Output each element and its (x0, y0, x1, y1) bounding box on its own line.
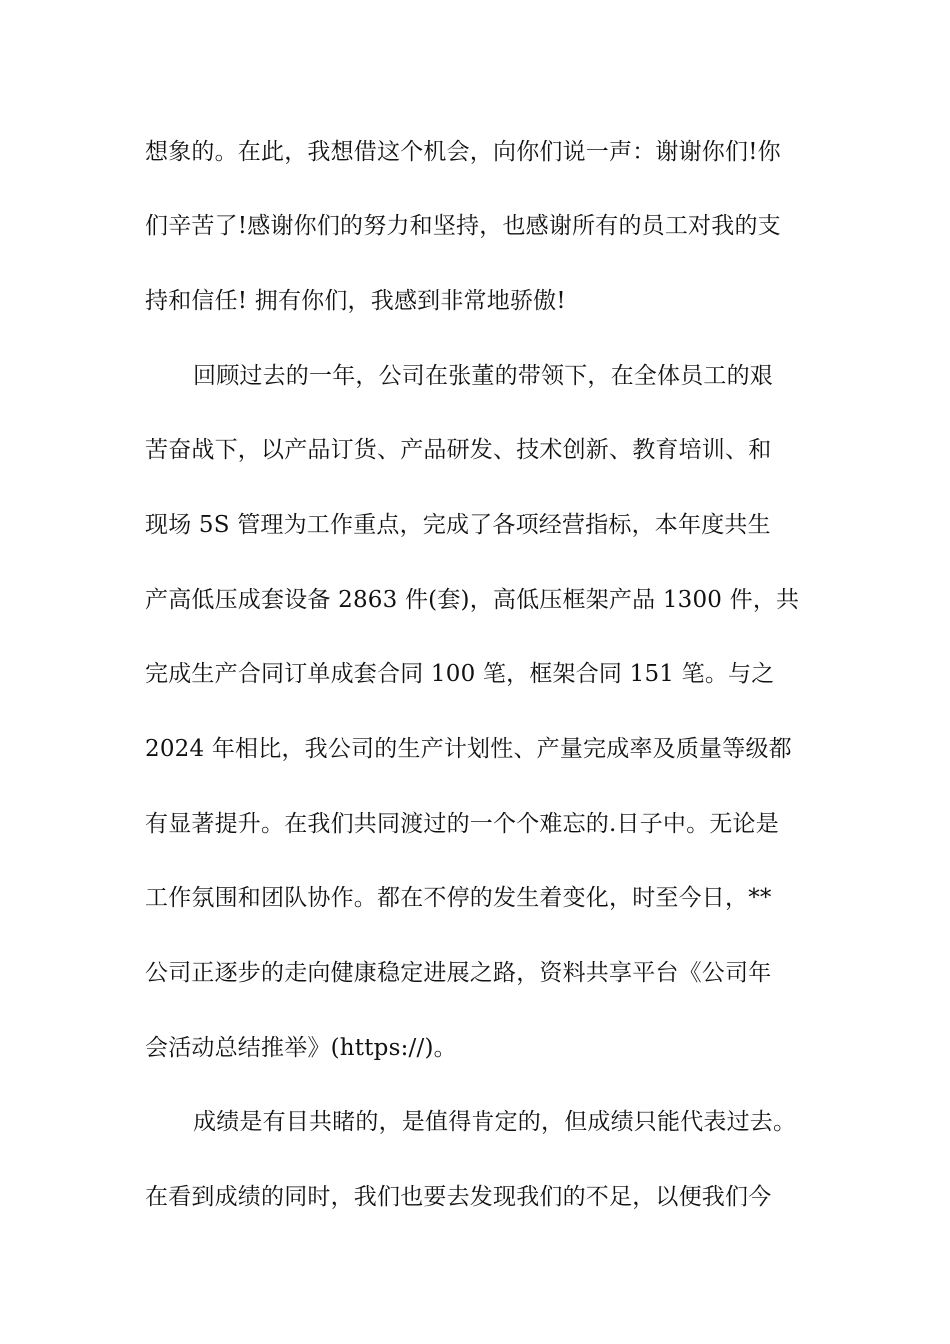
paragraph-first-line: 成绩是有目共睹的，是值得肯定的，但成绩只能代表过去。 (193, 1109, 797, 1135)
text-line: 完成生产合同订单成套合同 100 笔，框架合同 151 笔。与之 (145, 661, 775, 687)
text-line: 持和信任! 拥有你们，我感到非常地骄傲! (145, 288, 566, 314)
text-line: 产高低压成套设备 2863 件(套)，高低压框架产品 1300 件，共 (145, 587, 800, 613)
text-line: 们辛苦了!感谢你们的努力和坚持，也感谢所有的员工对我的支 (145, 213, 781, 239)
text-line: 工作氛围和团队协作。都在不停的发生着变化，时至今日，** (145, 885, 772, 911)
text-line: 苦奋战下，以产品订货、产品研发、技术创新、教育培训、和 (145, 437, 772, 463)
paragraph-first-line: 回顾过去的一年，公司在张董的带领下，在全体员工的艰 (193, 363, 773, 389)
text-line: 2024 年相比，我公司的生产计划性、产量完成率及质量等级都 (145, 736, 792, 762)
text-line: 现场 5S 管理为工作重点，完成了各项经营指标，本年度共生 (145, 512, 771, 538)
text-line: 在看到成绩的同时，我们也要去发现我们的不足，以便我们今 (145, 1184, 772, 1210)
text-line: 公司正逐步的走向健康稳定进展之路，资料共享平台《公司年 (145, 960, 772, 986)
text-line: 会活动总结推举》(https://)。 (145, 1035, 457, 1061)
text-line: 想象的。在此，我想借这个机会，向你们说一声：谢谢你们!你 (145, 139, 781, 165)
text-line: 有显著提升。在我们共同渡过的一个个难忘的.日子中。无论是 (145, 811, 779, 837)
